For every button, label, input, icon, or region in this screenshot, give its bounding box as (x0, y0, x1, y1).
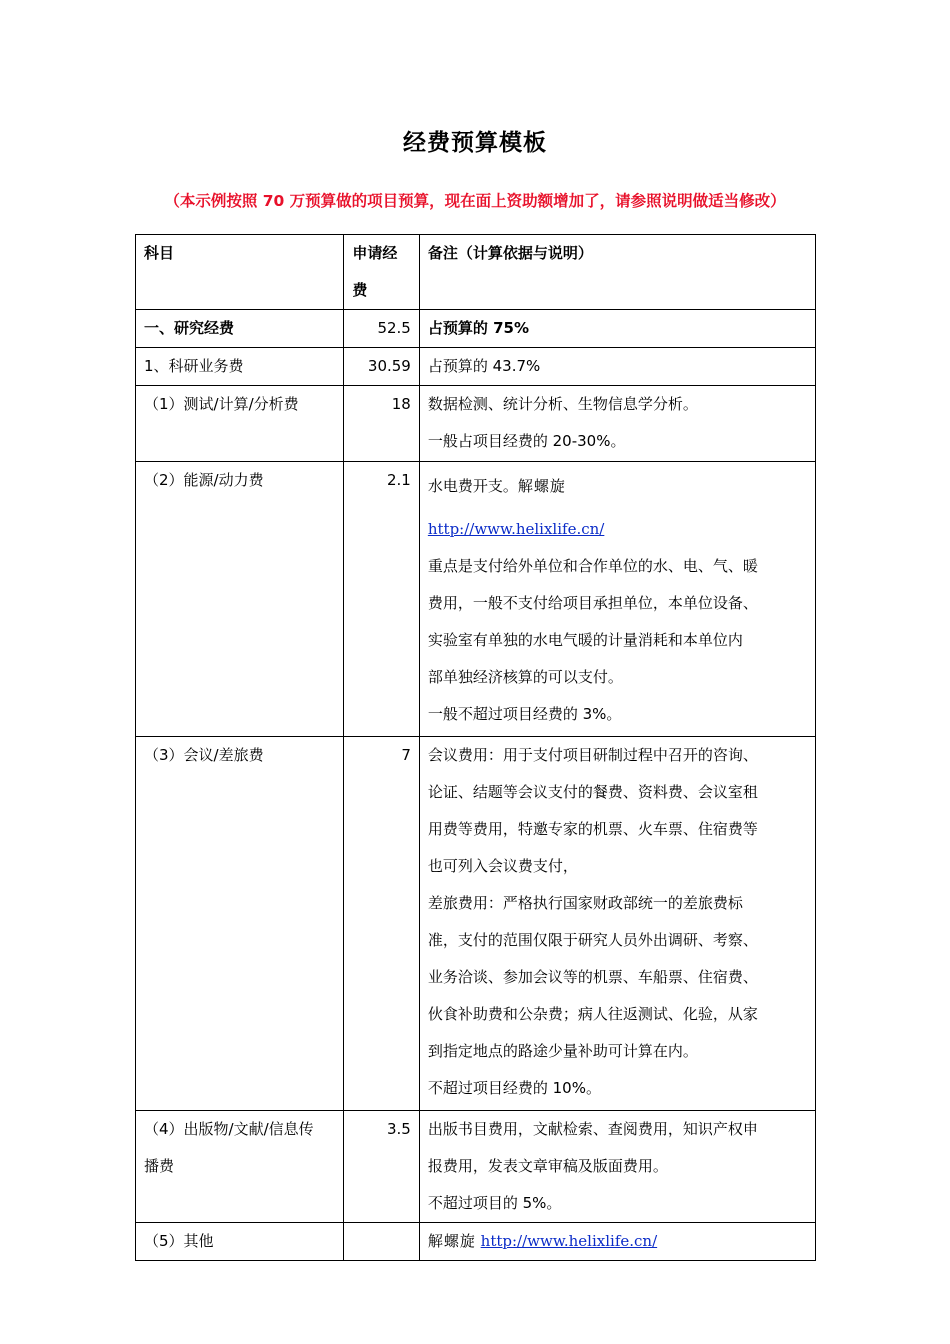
table-row (136, 348, 816, 386)
note-line: 不超过项目经费的 10%。 (427, 1079, 601, 1097)
row-note (419, 462, 815, 737)
row-note: 占预算的 75% (419, 310, 815, 348)
row-subject: （1）测试/计算/分析费 (136, 386, 344, 462)
subject-line: （4）出版物/文献/信息传 (144, 1120, 314, 1138)
note-line: 一般占项目经费的 20-30%。 (427, 432, 626, 450)
note-line: 到指定地点的路途少量补助可计算在内。 (427, 1042, 698, 1060)
note-line: 实验室有单独的水电气暖的计量消耗和本单位内 (427, 631, 743, 649)
row-amount: 7 (344, 737, 420, 1111)
table-row (136, 1111, 816, 1223)
table-row (136, 386, 816, 462)
row-note: 占预算的 43.7% (419, 348, 815, 386)
row-note (419, 1111, 815, 1223)
table-row (136, 1223, 816, 1261)
row-subject (136, 1111, 344, 1223)
note-line: 伙食补助费和公杂费；病人往返测试、化验，从家 (427, 1005, 758, 1023)
note-line: 论证、结题等会议支付的餐费、资料费、会议室租 (427, 783, 758, 801)
note-line: 业务洽谈、参加会议等的机票、车船票、住宿费、 (427, 968, 758, 986)
row-amount: 18 (344, 386, 420, 462)
budget-table (135, 234, 816, 1261)
header-amount: 申请经费 (344, 235, 420, 310)
note-line: 会议费用：用于支付项目研制过程中召开的咨询、 (427, 746, 758, 764)
note-line: 出版书目费用，文献检索、查阅费用，知识产权申 (427, 1120, 758, 1138)
note-line: 准，支付的范围仅限于研究人员外出调研、考察、 (427, 931, 758, 949)
note-line: 部单独经济核算的可以支付。 (427, 668, 623, 686)
header-subject: 科目 (136, 235, 344, 310)
helixlife-link[interactable]: http://www.helixlife.cn/ (427, 520, 605, 538)
helixlife-link[interactable]: http://www.helixlife.cn/ (480, 1232, 658, 1250)
row-amount: 30.59 (344, 348, 420, 386)
row-subject: （2）能源/动力费 (136, 462, 344, 737)
row-subject: 1、科研业务费 (136, 348, 344, 386)
note-line: 也可列入会议费支付， (427, 857, 578, 875)
table-row (136, 737, 816, 1111)
note-line (428, 462, 807, 505)
page-title: 经费预算模板 (403, 130, 547, 156)
subject-line: 播费 (144, 1157, 175, 1175)
row-amount (344, 1223, 420, 1261)
note-line: 不超过项目的 5%。 (427, 1194, 562, 1212)
table-row (136, 310, 816, 348)
row-subject: （3）会议/差旅费 (136, 737, 344, 1111)
row-subject: 一、研究经费 (136, 310, 344, 348)
note-line: 重点是支付给外单位和合作单位的水、电、气、暖 (427, 557, 758, 575)
note-line: 用费等费用，特邀专家的机票、火车票、住宿费等 (427, 820, 758, 838)
subtitle-note: （本示例按照 70 万预算做的项目预算，现在面上资助额增加了，请参照说明做适当修改） (164, 192, 786, 210)
row-note (419, 1223, 815, 1261)
row-amount: 3.5 (344, 1111, 420, 1223)
header-note: 备注（计算依据与说明） (419, 235, 815, 310)
row-note (419, 386, 815, 462)
note-line: 费用，一般不支付给项目承担单位，本单位设备、 (427, 594, 758, 612)
note-text: 水电费开支。 (427, 477, 518, 495)
row-amount: 52.5 (344, 310, 420, 348)
note-line: 一般不超过项目经费的 3%。 (427, 705, 622, 723)
note-line: 报费用，发表文章审稿及版面费用。 (427, 1157, 668, 1175)
table-header-row (136, 235, 816, 310)
row-subject: （5）其他 (136, 1223, 344, 1261)
row-amount: 2.1 (344, 462, 420, 737)
table-row (136, 462, 816, 737)
note-line (428, 505, 807, 548)
note-line: 数据检测、统计分析、生物信息学分析。 (427, 395, 698, 413)
row-note (419, 737, 815, 1111)
brand-text: 解螺旋 (427, 1232, 476, 1250)
note-line: 差旅费用：严格执行国家财政部统一的差旅费标 (427, 894, 743, 912)
brand-text: 解螺旋 (517, 477, 566, 495)
